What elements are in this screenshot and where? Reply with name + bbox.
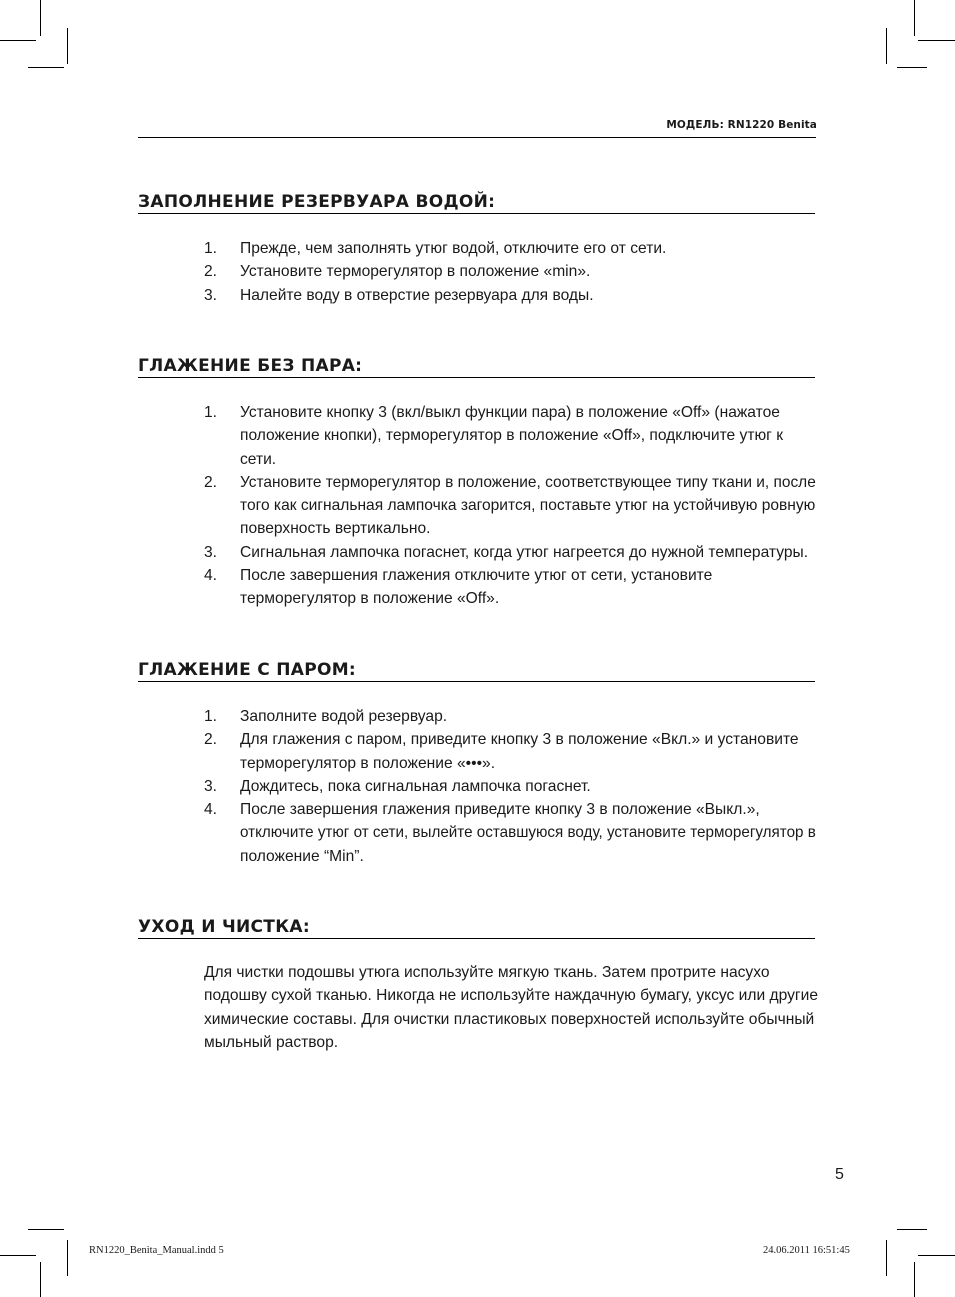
crop-mark xyxy=(67,1240,68,1276)
steps-list xyxy=(204,237,816,307)
crop-mark xyxy=(40,1262,41,1297)
list-item: 3. Налейте воду в отверстие резервуара для воды. xyxy=(204,286,594,304)
steps-list xyxy=(204,401,816,611)
list-item: 2. Установите терморегулятор в положение, соответствующее типу ткани и, после того как сигнальная лампочка загорится, поставьте утюг на устойчивую ровную поверхность вертикально. xyxy=(204,473,816,538)
list-item: 1. Прежде, чем заполнять утюг водой, отключите его от сети. xyxy=(204,240,667,257)
steps-list xyxy=(204,705,816,868)
list-item: 4. После завершения глажения отключите утюг от сети, установите терморегулятор в положение «Off». xyxy=(204,567,713,608)
model-label: МОДЕЛЬ: RN1220 Benita xyxy=(666,119,817,131)
care-paragraph: Для чистки подошвы утюга используйте мягкую ткань. Затем протрите насухо подошву сухой тканью. Никогда не используйте наждачную бумагу, уксус или другие химические составы. Для очистки пластиковых поверхностей используйте обычный мыльный раствор. xyxy=(204,964,818,1051)
list-item: 1. Установите кнопку 3 (вкл/выкл функции пара) в положение «Off» (нажатое положение кнопки), терморегулятор в положение «Off», подключите утюг к сети. xyxy=(204,404,784,468)
section-steam-ironing xyxy=(138,659,816,865)
crop-mark xyxy=(897,1229,927,1230)
crop-mark xyxy=(918,1255,955,1256)
section-heading xyxy=(138,916,815,939)
section-heading xyxy=(138,355,815,378)
file-slug: RN1220_Benita_Manual.indd 5 xyxy=(89,1245,224,1256)
crop-mark xyxy=(897,67,927,68)
section-title: ЗАПОЛНЕНИЕ РЕЗЕРВУАРА ВОДОЙ: xyxy=(138,192,496,212)
header-rule xyxy=(138,137,816,138)
crop-mark xyxy=(914,0,915,36)
list-item: 4. После завершения глажения приведите кнопку 3 в положение «Выкл.», отключите утюг от сети, вылейте оставшуюся воду, установите терморегулятор в положение “Min”. xyxy=(204,801,816,865)
date-slug: 24.06.2011 16:51:45 xyxy=(763,1245,850,1256)
section-heading xyxy=(138,191,815,214)
crop-mark xyxy=(886,28,887,64)
crop-mark xyxy=(0,40,36,41)
list-item: 3. Сигнальная лампочка погаснет, когда утюг нагреется до нужной температуры. xyxy=(204,543,809,561)
list-item: 1. Заполните водой резервуар. xyxy=(204,708,448,725)
section-title: ГЛАЖЕНИЕ С ПАРОМ: xyxy=(138,660,357,680)
crop-mark xyxy=(914,1262,915,1297)
crop-mark xyxy=(40,0,41,36)
section-care-cleaning xyxy=(138,916,818,1051)
section-heading xyxy=(138,659,815,682)
list-item: 3. Дождитесь, пока сигнальная лампочка погаснет. xyxy=(204,777,591,795)
list-item: 2. Установите терморегулятор в положение «min». xyxy=(204,263,591,281)
list-item: 2. Для глажения с паром, приведите кнопку 3 в положение «Вкл.» и установите терморегулятор в положение «•••». xyxy=(204,731,799,772)
crop-mark xyxy=(886,1240,887,1276)
section-filling-reservoir xyxy=(138,191,815,304)
section-dry-ironing xyxy=(138,355,816,608)
section-title: ГЛАЖЕНИЕ БЕЗ ПАРА: xyxy=(138,356,363,376)
crop-mark xyxy=(0,1255,36,1256)
page-number: 5 xyxy=(835,1166,844,1183)
crop-mark xyxy=(67,28,68,64)
crop-mark xyxy=(918,40,955,41)
crop-mark xyxy=(28,1229,64,1230)
section-title: УХОД И ЧИСТКА: xyxy=(138,917,310,937)
crop-mark xyxy=(28,67,64,68)
